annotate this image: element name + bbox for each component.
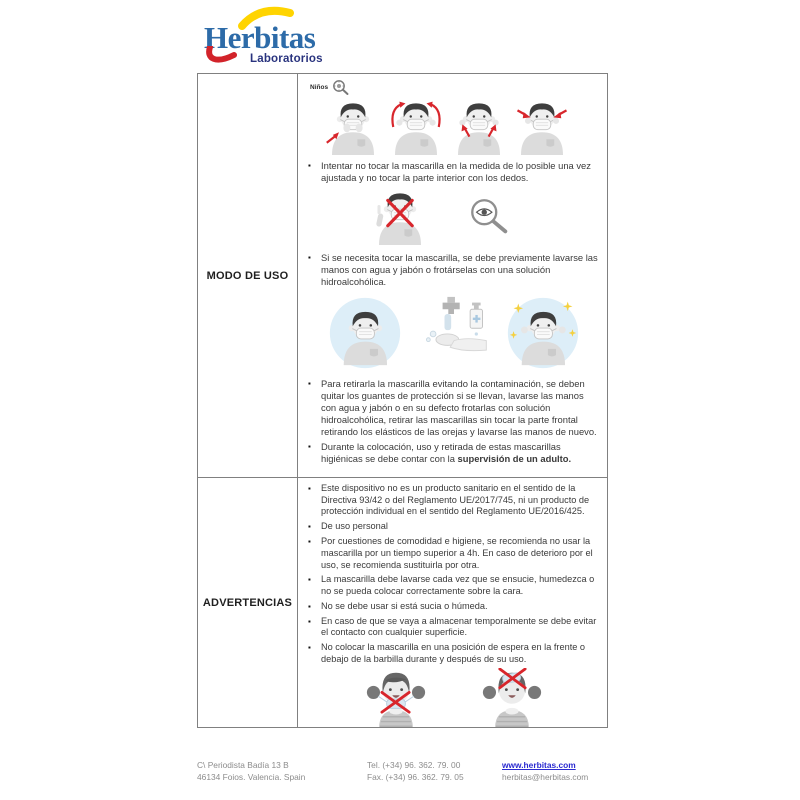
bullet-text-bold: supervisión de un adulto. bbox=[457, 453, 572, 464]
wrong-mask-position-illustration bbox=[306, 668, 601, 727]
boy-step1-adjust-mask-icon bbox=[325, 98, 381, 156]
bullet-item bbox=[306, 601, 601, 613]
boy-removing-mask-circle-icon bbox=[505, 295, 581, 371]
bullet-text: Por cuestiones de comodidad e higiene, se recomienda no usar la mascarilla por un tiempo superior a 4h. En caso de deterioro por el uso, se recomienda sustituirla por otra. bbox=[321, 536, 593, 570]
bullet-text: Para retirarla la mascarilla evitando la contaminación, se deben quitar los guantes de protección si se llevan, lavarse las manos con agua y jabón o en su defecto frotarlas con solución hidroalcohólica, retirar las mascarillas sin tocar la parte frontal retirando los elásticos de las orejas y lavarse las manos de nuevo. bbox=[321, 378, 597, 437]
footer-fax: Fax. (+34) 96. 362. 79. 05 bbox=[367, 771, 464, 782]
boy-step3-pull-up-icon bbox=[451, 98, 507, 156]
dont-touch-mask-illustration bbox=[306, 189, 577, 245]
footer-address bbox=[197, 760, 305, 783]
bullet-item bbox=[306, 521, 601, 533]
bullet-item bbox=[306, 483, 601, 518]
bullet-text: La mascarilla debe lavarse cada vez que se ensucie, humedezca o no se pueda colocar correctamente sobre la cara. bbox=[321, 574, 595, 596]
footer-address-line2: 46134 Foios. Valencia. Spain bbox=[197, 771, 306, 782]
bullet-marker: ▪ bbox=[308, 379, 311, 388]
bullet-item bbox=[306, 378, 601, 438]
mask-removal-illustration bbox=[306, 295, 601, 371]
bullet-text-normal: Durante la colocación, uso y retirada de estas mascarillas higiénicas se debe contar con la bbox=[321, 441, 561, 464]
bullet-item bbox=[306, 642, 601, 665]
footer-address-line1: C\ Periodista Badía 13 B bbox=[197, 760, 289, 770]
bullet-item bbox=[306, 616, 601, 639]
footer-phone bbox=[367, 760, 464, 783]
footer-email: herbitas@herbitas.com bbox=[502, 771, 589, 782]
magnifier-eye-icon bbox=[467, 197, 513, 237]
bullet-text bbox=[321, 441, 601, 465]
footer-website-link[interactable]: www.herbitas.com bbox=[502, 760, 576, 770]
ninos-label: Niños bbox=[310, 84, 329, 91]
modo-de-uso-label: MODO DE USO bbox=[198, 74, 298, 478]
bullet-marker: ▪ bbox=[308, 601, 311, 611]
advertencias-content bbox=[298, 478, 607, 727]
bullet-marker: ▪ bbox=[308, 161, 311, 170]
boy-step4-press-nose-icon bbox=[514, 98, 570, 156]
hand-washing-icon bbox=[416, 295, 492, 371]
mask-fitting-steps-illustration bbox=[306, 98, 589, 156]
bullet-marker: ▪ bbox=[308, 537, 311, 547]
bullet-item bbox=[306, 536, 601, 571]
bullet-marker: ▪ bbox=[308, 484, 311, 493]
bullet-text: No colocar la mascarilla en una posición de espera en la frente o debajo de la barbilla durante y después de su uso. bbox=[321, 642, 586, 664]
girl-mask-under-chin-icon bbox=[361, 668, 431, 727]
footer-tel: Tel. (+34) 96. 362. 79. 00 bbox=[367, 760, 461, 770]
bullet-item bbox=[306, 441, 601, 465]
logo-wordmark: Herbitas bbox=[204, 20, 316, 55]
bullet-text: Si se necesita tocar la mascarilla, se debe previamente lavarse las manos con agua y jabón o frotárselas con una solución hidroalcohólica. bbox=[321, 252, 598, 287]
bullet-text: No se debe usar si está sucia o húmeda. bbox=[321, 600, 488, 611]
bullet-marker: ▪ bbox=[308, 643, 311, 653]
bullet-item bbox=[306, 160, 601, 184]
bullet-item bbox=[306, 252, 601, 288]
bullet-marker: ▪ bbox=[308, 522, 311, 532]
bullet-text: En caso de que se vaya a almacenar temporalmente se debe evitar el contacto con cualquier superficie. bbox=[321, 615, 597, 638]
boy-dont-touch-icon bbox=[371, 189, 429, 245]
boy-step2-ear-loops-icon bbox=[388, 98, 444, 156]
instruction-table bbox=[197, 73, 608, 728]
bullet-marker: ▪ bbox=[308, 253, 311, 262]
girl-mask-on-forehead-icon bbox=[477, 668, 547, 727]
advertencias-label: ADVERTENCIAS bbox=[198, 478, 298, 727]
bullet-text: De uso personal bbox=[321, 521, 388, 532]
boy-wearing-mask-circle-icon bbox=[327, 295, 403, 371]
bullet-marker: ▪ bbox=[308, 575, 311, 585]
bullet-marker: ▪ bbox=[308, 442, 311, 451]
bullet-item bbox=[306, 574, 601, 597]
ninos-header bbox=[310, 80, 601, 96]
logo-subtitle: Laboratorios bbox=[250, 53, 323, 65]
modo-de-uso-content bbox=[298, 74, 607, 478]
bullet-text: Intentar no tocar la mascarilla en la medida de lo posible una vez ajustada y no tocar la parte interior con los dedos. bbox=[321, 160, 591, 183]
herbitas-logo bbox=[200, 4, 335, 70]
bullet-text: Este dispositivo no es un producto sanitario en el sentido de la Directiva 93/42 o del Reglamento UE/2017/745, ni un producto de protección individual en el sentido del Reglamento UE/2016/425. bbox=[321, 483, 590, 517]
logo-red-swoosh-icon bbox=[206, 46, 238, 66]
footer-web bbox=[502, 760, 588, 783]
bullet-marker: ▪ bbox=[308, 616, 311, 626]
magnifier-germ-icon bbox=[332, 80, 350, 96]
